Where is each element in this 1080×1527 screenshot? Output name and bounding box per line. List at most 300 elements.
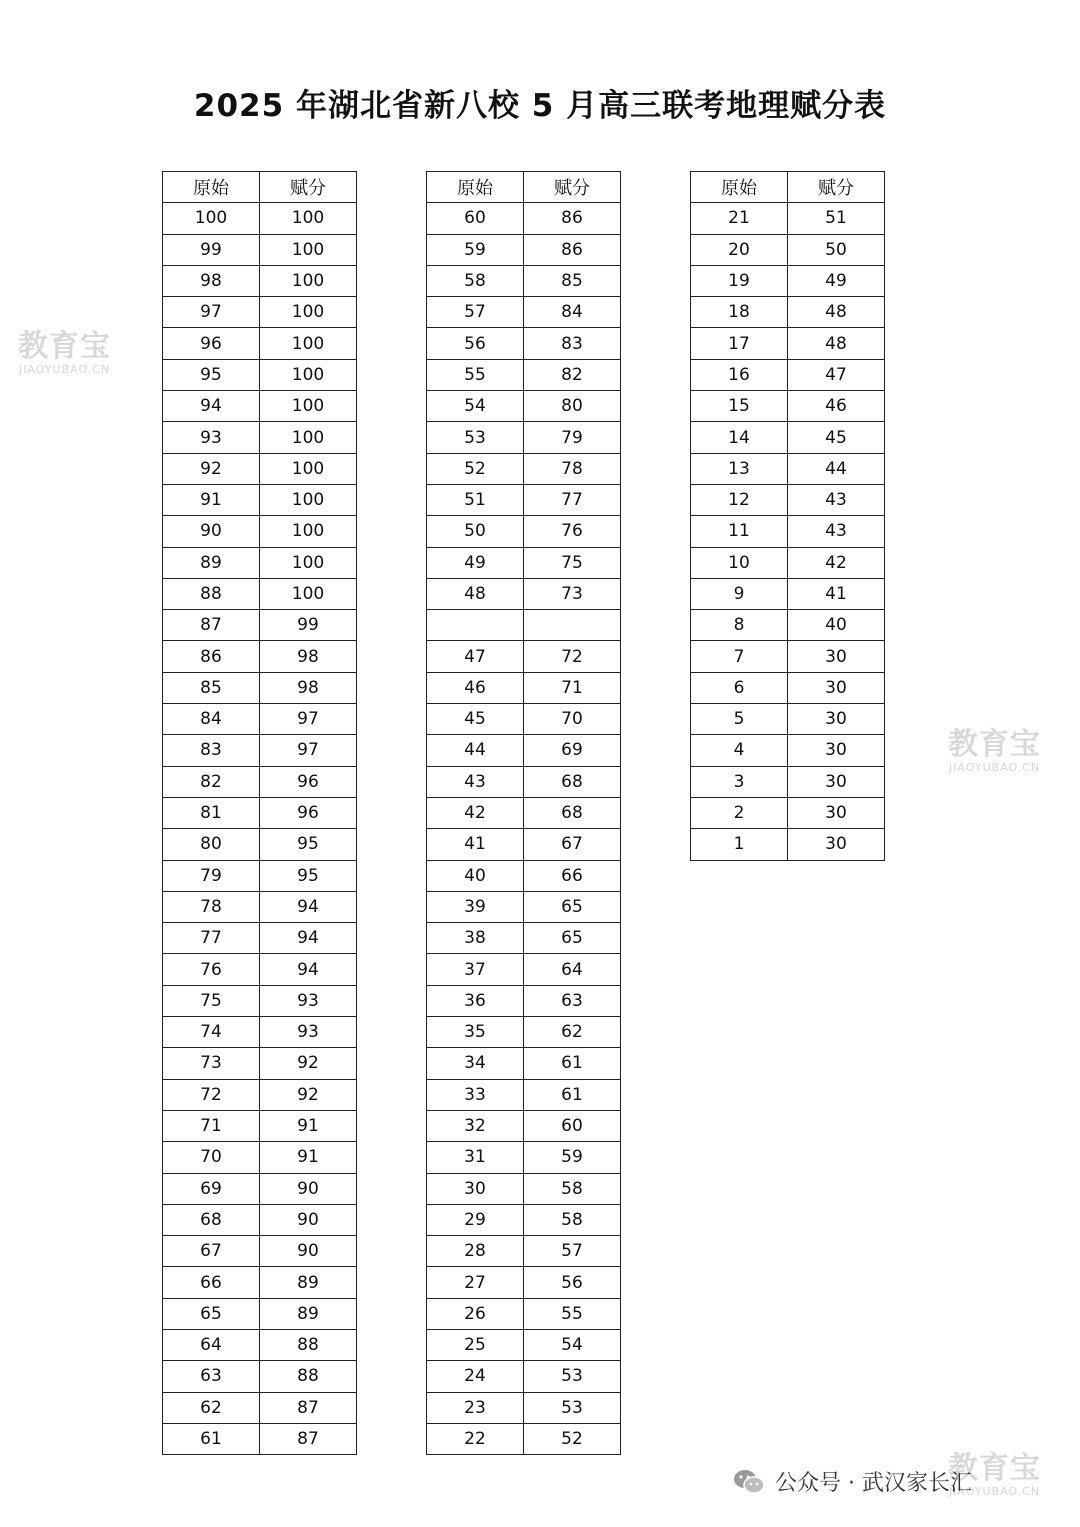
raw-score-cell: 10 [691, 547, 788, 578]
table-row [427, 923, 621, 954]
table-row [163, 1298, 357, 1329]
raw-score-cell: 81 [163, 797, 260, 828]
table-header-row [427, 172, 621, 203]
raw-score-cell: 46 [427, 672, 524, 703]
scaled-score-cell: 91 [260, 1142, 357, 1173]
raw-score-cell: 43 [427, 766, 524, 797]
table-row [427, 1236, 621, 1267]
table-row [691, 516, 885, 547]
table-row [427, 797, 621, 828]
scaled-score-cell: 100 [260, 297, 357, 328]
scaled-score-cell: 90 [260, 1173, 357, 1204]
scaled-score-cell: 42 [788, 547, 885, 578]
table-row [163, 1267, 357, 1298]
scaled-score-cell: 40 [788, 610, 885, 641]
scaled-score-cell: 43 [788, 484, 885, 515]
table-row [691, 610, 885, 641]
raw-score-cell: 52 [427, 453, 524, 484]
table-row [163, 422, 357, 453]
raw-score-cell: 17 [691, 328, 788, 359]
table-row [163, 641, 357, 672]
raw-score-cell: 50 [427, 516, 524, 547]
column-header-scaled: 赋分 [524, 172, 621, 203]
table-row [427, 1392, 621, 1423]
scaled-score-cell: 82 [524, 359, 621, 390]
page-title: 2025 年湖北省新八校 5 月高三联考地理赋分表 [193, 88, 887, 124]
table-row [163, 1079, 357, 1110]
raw-score-cell: 21 [691, 203, 788, 234]
table-row [691, 672, 885, 703]
table-row [163, 547, 357, 578]
raw-score-cell: 72 [163, 1079, 260, 1110]
scaled-score-cell: 55 [524, 1298, 621, 1329]
table-row [163, 923, 357, 954]
table-row [163, 1048, 357, 1079]
raw-score-cell: 25 [427, 1329, 524, 1360]
table-row [691, 328, 885, 359]
scaled-score-cell: 58 [524, 1204, 621, 1235]
column-header-raw: 原始 [427, 172, 524, 203]
scaled-score-cell: 72 [524, 641, 621, 672]
raw-score-cell: 1 [691, 829, 788, 860]
table-row [163, 1173, 357, 1204]
table-row [427, 954, 621, 985]
scaled-score-cell: 63 [524, 985, 621, 1016]
table-row [163, 1361, 357, 1392]
raw-score-cell: 9 [691, 578, 788, 609]
raw-score-cell: 22 [427, 1423, 524, 1454]
table-row [427, 641, 621, 672]
scaled-score-cell: 30 [788, 704, 885, 735]
watermark-brand: 教育宝 [948, 727, 1041, 762]
scaled-score-cell: 100 [260, 234, 357, 265]
raw-score-cell: 66 [163, 1267, 260, 1298]
table-row [163, 1204, 357, 1235]
scaled-score-cell: 98 [260, 672, 357, 703]
raw-score-cell: 87 [163, 610, 260, 641]
table-row [163, 954, 357, 985]
table-row [427, 1079, 621, 1110]
scaled-score-cell: 100 [260, 265, 357, 296]
raw-score-cell: 35 [427, 1017, 524, 1048]
watermark-left [18, 330, 111, 376]
raw-score-cell: 91 [163, 484, 260, 515]
table-row [163, 860, 357, 891]
scaled-score-cell: 86 [524, 234, 621, 265]
table-row [691, 735, 885, 766]
table-row [691, 265, 885, 296]
scaled-score-cell: 83 [524, 328, 621, 359]
raw-score-cell: 77 [163, 923, 260, 954]
raw-score-cell: 79 [163, 860, 260, 891]
raw-score-cell: 2 [691, 797, 788, 828]
table-row [163, 797, 357, 828]
scaled-score-cell: 68 [524, 766, 621, 797]
scaled-score-cell: 53 [524, 1361, 621, 1392]
scaled-score-cell: 75 [524, 547, 621, 578]
scaled-score-cell: 54 [524, 1329, 621, 1360]
raw-score-cell: 71 [163, 1110, 260, 1141]
raw-score-cell: 33 [427, 1079, 524, 1110]
raw-score-cell: 95 [163, 359, 260, 390]
scaled-score-cell: 78 [524, 453, 621, 484]
table-header-row [691, 172, 885, 203]
table-row [691, 203, 885, 234]
scaled-score-cell: 41 [788, 578, 885, 609]
scaled-score-cell: 30 [788, 735, 885, 766]
scaled-score-cell: 49 [788, 265, 885, 296]
column-header-scaled: 赋分 [260, 172, 357, 203]
watermark-brand: 教育宝 [948, 1451, 1041, 1486]
raw-score-cell: 63 [163, 1361, 260, 1392]
scaled-score-cell: 45 [788, 422, 885, 453]
scaled-score-cell: 92 [260, 1079, 357, 1110]
raw-score-cell: 39 [427, 891, 524, 922]
raw-score-cell: 49 [427, 547, 524, 578]
table-row [163, 1142, 357, 1173]
scaled-score-cell: 90 [260, 1236, 357, 1267]
scaled-score-cell: 30 [788, 672, 885, 703]
table-row [691, 578, 885, 609]
raw-score-cell: 32 [427, 1110, 524, 1141]
score-table-2 [426, 171, 621, 1455]
table-row [427, 516, 621, 547]
scaled-score-cell: 57 [524, 1236, 621, 1267]
table-row [427, 1204, 621, 1235]
table-row [163, 735, 357, 766]
raw-score-cell: 45 [427, 704, 524, 735]
raw-score-cell: 88 [163, 578, 260, 609]
scaled-score-cell: 47 [788, 359, 885, 390]
raw-score-cell: 69 [163, 1173, 260, 1204]
scaled-score-cell: 100 [260, 484, 357, 515]
footer-text: 公众号 · 武汉家长汇 [775, 1471, 972, 1496]
table-row [427, 484, 621, 515]
raw-score-cell: 98 [163, 265, 260, 296]
raw-score-cell: 55 [427, 359, 524, 390]
raw-score-cell: 86 [163, 641, 260, 672]
raw-score-cell: 78 [163, 891, 260, 922]
raw-score-cell: 4 [691, 735, 788, 766]
scaled-score-cell: 65 [524, 891, 621, 922]
scaled-score-cell: 89 [260, 1298, 357, 1329]
table-row [427, 704, 621, 735]
raw-score-cell: 51 [427, 484, 524, 515]
scaled-score-cell: 95 [260, 829, 357, 860]
raw-score-cell: 41 [427, 829, 524, 860]
scaled-score-cell: 100 [260, 516, 357, 547]
scaled-score-cell: 100 [260, 547, 357, 578]
table-row [691, 234, 885, 265]
table-row [427, 1267, 621, 1298]
table-row [427, 578, 621, 609]
scaled-score-cell: 77 [524, 484, 621, 515]
score-table-3 [690, 171, 885, 861]
table-row [691, 484, 885, 515]
table-row [427, 891, 621, 922]
raw-score-cell: 73 [163, 1048, 260, 1079]
scaled-score-cell: 30 [788, 641, 885, 672]
raw-score-cell: 56 [427, 328, 524, 359]
raw-score-cell: 59 [427, 234, 524, 265]
table-row [163, 328, 357, 359]
raw-score-cell: 23 [427, 1392, 524, 1423]
table-row [691, 829, 885, 860]
raw-score-cell: 11 [691, 516, 788, 547]
table-header-row [163, 172, 357, 203]
raw-score-cell: 36 [427, 985, 524, 1016]
table-row [427, 453, 621, 484]
watermark-domain: JIAOYUBAO.CN [18, 363, 111, 376]
raw-score-cell: 82 [163, 766, 260, 797]
table-row [427, 1298, 621, 1329]
scaled-score-cell: 88 [260, 1329, 357, 1360]
raw-score-cell: 92 [163, 453, 260, 484]
scaled-score-cell: 96 [260, 797, 357, 828]
raw-score-cell: 54 [427, 391, 524, 422]
raw-score-cell: 83 [163, 735, 260, 766]
table-row [427, 359, 621, 390]
table-row [427, 860, 621, 891]
table-row [427, 328, 621, 359]
raw-score-cell: 97 [163, 297, 260, 328]
scaled-score-cell: 65 [524, 923, 621, 954]
scaled-score-cell: 30 [788, 766, 885, 797]
table-row [163, 234, 357, 265]
scaled-score-cell: 87 [260, 1392, 357, 1423]
raw-score-cell: 16 [691, 359, 788, 390]
raw-score-cell: 34 [427, 1048, 524, 1079]
scaled-score-cell: 70 [524, 704, 621, 735]
table-row [163, 391, 357, 422]
raw-score-cell: 64 [163, 1329, 260, 1360]
raw-score-cell: 74 [163, 1017, 260, 1048]
table-row [163, 1329, 357, 1360]
scaled-score-cell: 93 [260, 1017, 357, 1048]
scaled-score-cell: 30 [788, 797, 885, 828]
scaled-score-cell: 58 [524, 1173, 621, 1204]
scaled-score-cell: 51 [788, 203, 885, 234]
table-row [163, 203, 357, 234]
table-row [427, 1110, 621, 1141]
scaled-score-cell: 56 [524, 1267, 621, 1298]
scaled-score-cell: 71 [524, 672, 621, 703]
table-row [691, 422, 885, 453]
raw-score-cell: 76 [163, 954, 260, 985]
raw-score-cell: 75 [163, 985, 260, 1016]
table-row [163, 610, 357, 641]
raw-score-cell: 80 [163, 829, 260, 860]
scaled-score-cell: 100 [260, 359, 357, 390]
column-header-raw: 原始 [163, 172, 260, 203]
raw-score-cell: 19 [691, 265, 788, 296]
scaled-score-cell: 48 [788, 328, 885, 359]
raw-score-cell: 61 [163, 1423, 260, 1454]
scaled-score-cell: 85 [524, 265, 621, 296]
scaled-score-cell: 84 [524, 297, 621, 328]
scaled-score-cell: 64 [524, 954, 621, 985]
scaled-score-cell: 59 [524, 1142, 621, 1173]
table-row [163, 265, 357, 296]
table-row [427, 422, 621, 453]
scaled-score-cell: 80 [524, 391, 621, 422]
table-row [163, 453, 357, 484]
table-row [427, 735, 621, 766]
table-row [163, 766, 357, 797]
table-row [427, 203, 621, 234]
scaled-score-cell: 69 [524, 735, 621, 766]
watermark-right [948, 728, 1041, 774]
scaled-score-cell: 93 [260, 985, 357, 1016]
scaled-score-cell: 92 [260, 1048, 357, 1079]
scaled-score-cell: 48 [788, 297, 885, 328]
raw-score-cell: 65 [163, 1298, 260, 1329]
column-header-raw: 原始 [691, 172, 788, 203]
raw-score-cell: 53 [427, 422, 524, 453]
scaled-score-cell: 100 [260, 578, 357, 609]
table-row [163, 1236, 357, 1267]
scaled-score-cell: 46 [788, 391, 885, 422]
raw-score-cell: 85 [163, 672, 260, 703]
table-row [163, 829, 357, 860]
scaled-score-cell: 73 [524, 578, 621, 609]
scaled-score-cell: 87 [260, 1423, 357, 1454]
table-row [427, 766, 621, 797]
scaled-score-cell: 100 [260, 328, 357, 359]
scaled-score-cell [524, 610, 621, 641]
raw-score-cell: 93 [163, 422, 260, 453]
table-row [427, 1017, 621, 1048]
table-row [691, 453, 885, 484]
table-row [163, 359, 357, 390]
scaled-score-cell: 94 [260, 891, 357, 922]
table-row [427, 610, 621, 641]
table-row [427, 297, 621, 328]
raw-score-cell: 6 [691, 672, 788, 703]
table-row [163, 297, 357, 328]
scaled-score-cell: 100 [260, 203, 357, 234]
scaled-score-cell: 95 [260, 860, 357, 891]
raw-score-cell [427, 610, 524, 641]
raw-score-cell: 84 [163, 704, 260, 735]
table-row [691, 547, 885, 578]
scaled-score-cell: 97 [260, 704, 357, 735]
scaled-score-cell: 61 [524, 1079, 621, 1110]
raw-score-cell: 89 [163, 547, 260, 578]
raw-score-cell: 27 [427, 1267, 524, 1298]
raw-score-cell: 3 [691, 766, 788, 797]
raw-score-cell: 8 [691, 610, 788, 641]
table-row [691, 641, 885, 672]
raw-score-cell: 67 [163, 1236, 260, 1267]
table-row [163, 516, 357, 547]
footer [733, 1466, 972, 1497]
scaled-score-cell: 50 [788, 234, 885, 265]
score-table-1 [162, 171, 357, 1455]
column-header-scaled: 赋分 [788, 172, 885, 203]
scaled-score-cell: 99 [260, 610, 357, 641]
table-row [163, 891, 357, 922]
raw-score-cell: 31 [427, 1142, 524, 1173]
raw-score-cell: 94 [163, 391, 260, 422]
table-row [427, 1361, 621, 1392]
table-row [163, 672, 357, 703]
raw-score-cell: 12 [691, 484, 788, 515]
raw-score-cell: 60 [427, 203, 524, 234]
scaled-score-cell: 100 [260, 391, 357, 422]
wechat-icon [733, 1469, 765, 1495]
table-row [427, 234, 621, 265]
raw-score-cell: 48 [427, 578, 524, 609]
scaled-score-cell: 43 [788, 516, 885, 547]
raw-score-cell: 7 [691, 641, 788, 672]
watermark-brand: 教育宝 [18, 329, 111, 364]
raw-score-cell: 47 [427, 641, 524, 672]
raw-score-cell: 15 [691, 391, 788, 422]
scaled-score-cell: 96 [260, 766, 357, 797]
raw-score-cell: 26 [427, 1298, 524, 1329]
scaled-score-cell: 89 [260, 1267, 357, 1298]
scaled-score-cell: 52 [524, 1423, 621, 1454]
table-row [691, 704, 885, 735]
table-row [163, 1110, 357, 1141]
raw-score-cell: 96 [163, 328, 260, 359]
table-row [427, 1048, 621, 1079]
scaled-score-cell: 61 [524, 1048, 621, 1079]
scaled-score-cell: 53 [524, 1392, 621, 1423]
raw-score-cell: 30 [427, 1173, 524, 1204]
scaled-score-cell: 98 [260, 641, 357, 672]
table-row [163, 1017, 357, 1048]
raw-score-cell: 28 [427, 1236, 524, 1267]
table-row [163, 1392, 357, 1423]
table-row [427, 985, 621, 1016]
raw-score-cell: 68 [163, 1204, 260, 1235]
raw-score-cell: 58 [427, 265, 524, 296]
raw-score-cell: 100 [163, 203, 260, 234]
raw-score-cell: 37 [427, 954, 524, 985]
scaled-score-cell: 66 [524, 860, 621, 891]
table-row [427, 829, 621, 860]
raw-score-cell: 40 [427, 860, 524, 891]
table-row [691, 797, 885, 828]
table-row [427, 1142, 621, 1173]
table-row [427, 1423, 621, 1454]
raw-score-cell: 90 [163, 516, 260, 547]
raw-score-cell: 14 [691, 422, 788, 453]
scaled-score-cell: 62 [524, 1017, 621, 1048]
raw-score-cell: 38 [427, 923, 524, 954]
raw-score-cell: 13 [691, 453, 788, 484]
table-row [427, 547, 621, 578]
scaled-score-cell: 91 [260, 1110, 357, 1141]
scaled-score-cell: 97 [260, 735, 357, 766]
table-row [427, 672, 621, 703]
table-row [691, 766, 885, 797]
raw-score-cell: 62 [163, 1392, 260, 1423]
table-row [163, 985, 357, 1016]
raw-score-cell: 57 [427, 297, 524, 328]
table-row [691, 391, 885, 422]
raw-score-cell: 42 [427, 797, 524, 828]
scaled-score-cell: 94 [260, 954, 357, 985]
scaled-score-cell: 68 [524, 797, 621, 828]
raw-score-cell: 20 [691, 234, 788, 265]
raw-score-cell: 99 [163, 234, 260, 265]
watermark-domain: JIAOYUBAO.CN [948, 1485, 1041, 1498]
watermark-domain: JIAOYUBAO.CN [948, 761, 1041, 774]
table-row [163, 704, 357, 735]
